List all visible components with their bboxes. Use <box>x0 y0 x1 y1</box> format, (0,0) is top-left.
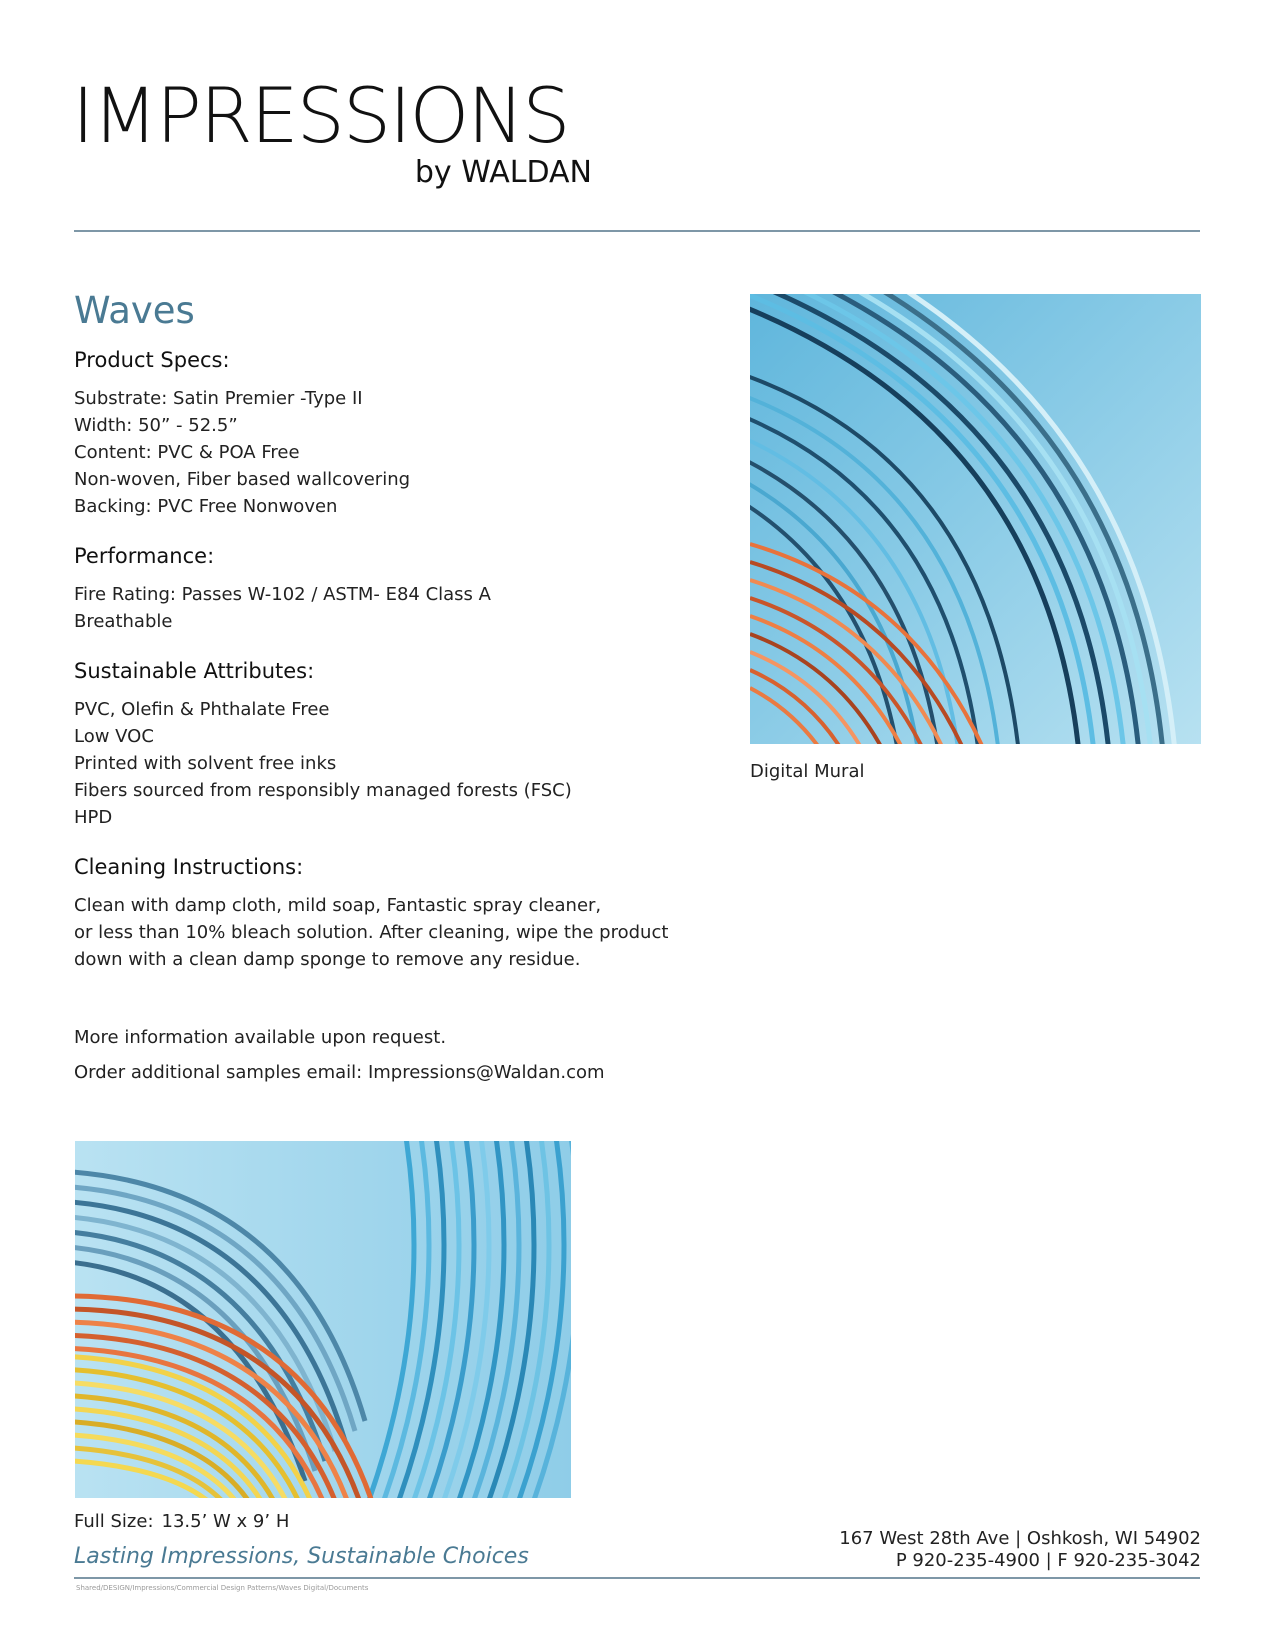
full-size-value: 13.5’ W x 9’ H <box>161 1511 290 1532</box>
product-title: Waves <box>74 289 195 332</box>
mural-caption: Digital Mural <box>750 761 865 782</box>
spec-line: Backing: PVC Free Nonwoven <box>74 496 338 517</box>
brand-subtitle: by WALDAN <box>414 155 592 190</box>
specs-heading: Product Specs: <box>74 348 230 372</box>
spec-line: Substrate: Satin Premier -Type II <box>74 388 363 409</box>
sustainable-line: HPD <box>74 807 113 828</box>
header-divider <box>74 230 1200 232</box>
spec-line: Non-woven, Fiber based wallcovering <box>74 469 411 490</box>
cleaning-section <box>74 857 694 973</box>
tagline: Lasting Impressions, Sustainable Choices <box>74 1544 529 1569</box>
specs-section <box>74 350 694 520</box>
spec-line: Content: PVC & POA Free <box>74 442 300 463</box>
full-size-mural-image <box>75 1141 571 1498</box>
digital-mural-image <box>750 294 1201 744</box>
product-details <box>74 350 694 999</box>
brand-name: IMPRESSIONS <box>72 71 569 160</box>
sustainable-line: Fibers sourced from responsibly managed forests (FSC) <box>74 780 572 801</box>
brand-logo <box>72 71 592 190</box>
sustainable-heading: Sustainable Attributes: <box>74 659 315 683</box>
cleaning-line: down with a clean damp sponge to remove any residue. <box>74 949 581 970</box>
full-size-label: Full Size: <box>74 1511 154 1532</box>
contact-info <box>74 1024 605 1094</box>
performance-section <box>74 546 694 635</box>
phone-fax-line: P 920-235-4900 | F 920-235-3042 <box>895 1550 1201 1571</box>
footer-divider <box>74 1577 1200 1579</box>
sustainable-line: Low VOC <box>74 726 154 747</box>
cleaning-line: Clean with damp cloth, mild soap, Fantastic spray cleaner, <box>74 895 602 916</box>
performance-line: Fire Rating: Passes W-102 / ASTM- E84 Class A <box>74 584 491 605</box>
full-size-dimensions <box>74 1511 289 1532</box>
waves-swatch-mural <box>750 294 1201 744</box>
sustainable-line: PVC, Olefin & Phthalate Free <box>74 699 330 720</box>
waves-full-mural <box>75 1141 571 1498</box>
cleaning-heading: Cleaning Instructions: <box>74 855 304 879</box>
sustainable-section <box>74 661 694 831</box>
order-samples-text[interactable]: Order additional samples email: Impressions@Waldan.com <box>74 1062 605 1083</box>
sustainable-line: Printed with solvent free inks <box>74 753 337 774</box>
spec-line: Width: 50” - 52.5” <box>74 415 238 436</box>
company-address <box>839 1528 1201 1572</box>
file-path: Shared/DESIGN/Impressions/Commercial Design Patterns/Waves Digital/Documents <box>76 1584 369 1592</box>
cleaning-line: or less than 10% bleach solution. After cleaning, wipe the product <box>74 922 669 943</box>
performance-line: Breathable <box>74 611 173 632</box>
more-info-text: More information available upon request. <box>74 1027 447 1048</box>
address-line: 167 West 28th Ave | Oshkosh, WI 54902 <box>839 1528 1201 1549</box>
performance-heading: Performance: <box>74 544 215 568</box>
